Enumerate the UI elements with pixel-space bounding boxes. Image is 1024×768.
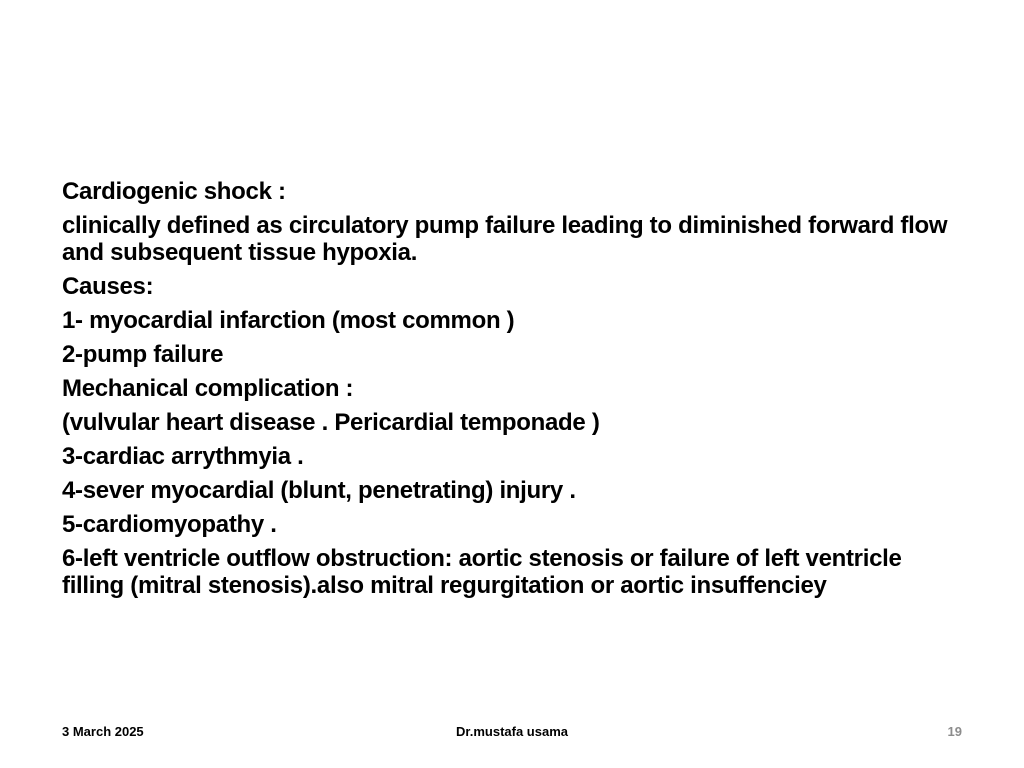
cause-item: 6-left ventricle outflow obstruction: aortic stenosis or failure of left ventricle filling (mitral stenosis).also mitral regurgitation or aortic insuffenciey	[62, 545, 902, 599]
causes-heading: Causes:	[62, 273, 154, 300]
cause-item: 3-cardiac arrythmyia .	[62, 443, 304, 470]
cause-item: 5-cardiomyopathy .	[62, 511, 277, 538]
cause-item: 2-pump failure	[62, 341, 224, 368]
definition-text: clinically defined as circulatory pump failure leading to diminished forward flow and subsequent tissue hypoxia.	[62, 212, 948, 266]
cause-item: 4-sever myocardial (blunt, penetrating) injury .	[62, 477, 576, 504]
cause-item: 1- myocardial infarction (most common )	[62, 307, 515, 334]
footer-date: 3 March 2025	[62, 724, 144, 739]
cause-detail: (vulvular heart disease . Pericardial temponade )	[62, 409, 600, 436]
slide-body	[62, 178, 962, 606]
subheading: Mechanical complication :	[62, 375, 354, 402]
slide-heading: Cardiogenic shock :	[62, 178, 286, 205]
page-number: 19	[947, 724, 962, 739]
footer-author: Dr.mustafa usama	[456, 724, 568, 739]
